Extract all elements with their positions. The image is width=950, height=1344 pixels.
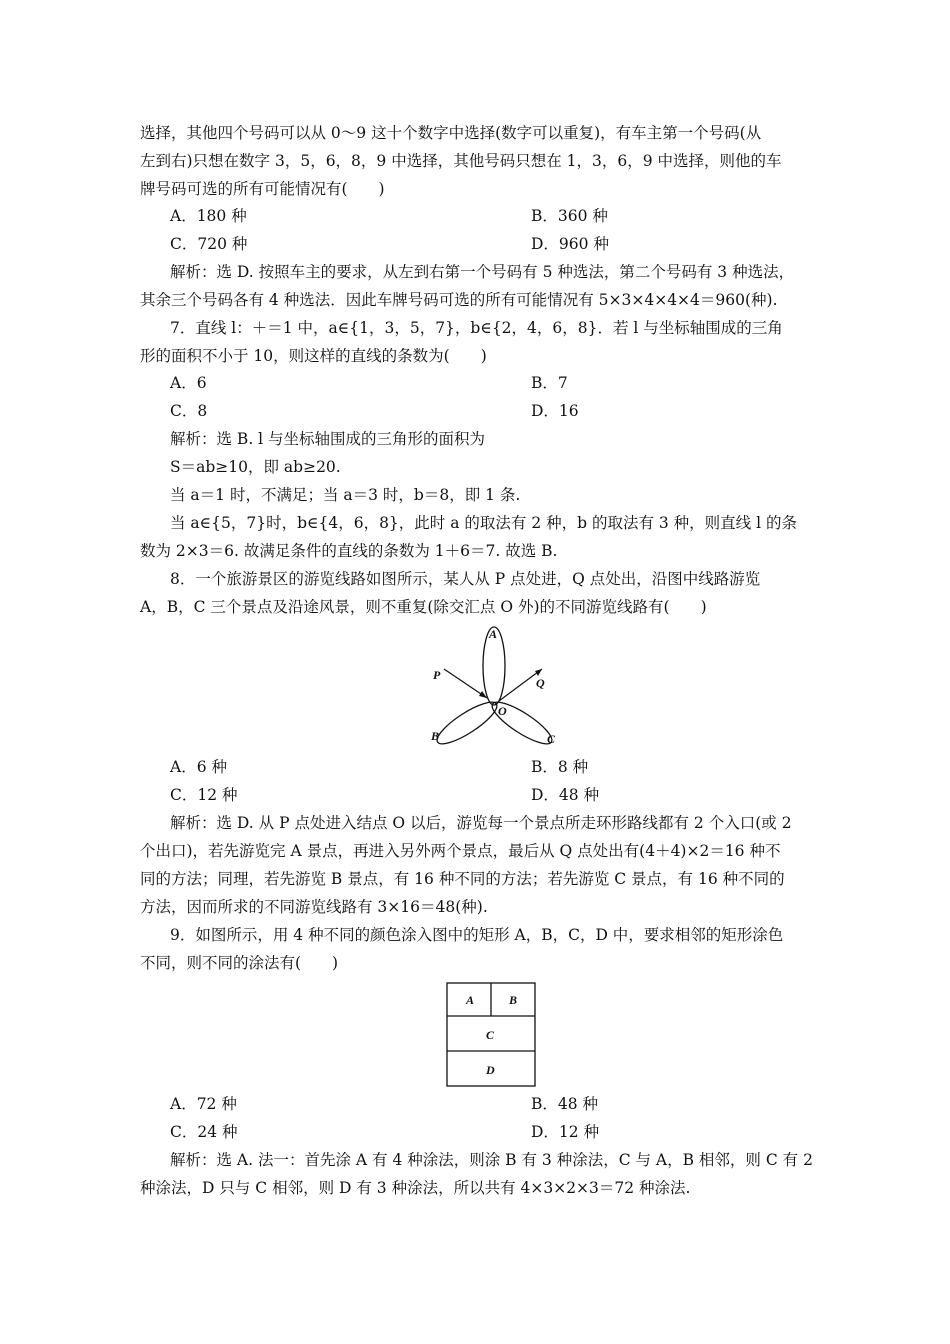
path-q-arrow bbox=[535, 669, 542, 676]
label-a: A bbox=[489, 627, 498, 641]
q9-option-d: D．12 种 bbox=[531, 1123, 600, 1141]
q9-stem-line-1: 9．如图所示，用 4 种不同的颜色涂入图中的矩形 A，B，C，D 中，要求相邻的矩形涂色 bbox=[170, 926, 784, 944]
q8-solution-line-2: 个出口)，若先游览完 A 景点，再进入另外两个景点，最后从 Q 点处出有(4＋4)×2＝16 种不 bbox=[140, 842, 781, 860]
q7-stem-line-1: 7．直线 l：＋＝1 中，a∈{1，3，5，7}，b∈{2，4，6，8}．若 l 与坐标轴围成的三角 bbox=[170, 319, 783, 337]
q6-stem-line-2: 左到右)只想在数字 3，5，6，8，9 中选择，其他号码只想在 1，3，6，9 中选择，则他的车 bbox=[140, 152, 782, 170]
tour-route-figure bbox=[425, 622, 565, 752]
q9-option-a: A．72 种 bbox=[170, 1095, 237, 1113]
q9-option-c: C．24 种 bbox=[170, 1123, 238, 1141]
q8-solution-line-4: 方法，因而所求的不同游览线路有 3×16＝48(种). bbox=[140, 898, 488, 916]
q8-option-d: D．48 种 bbox=[531, 786, 600, 804]
q7-option-b: B．7 bbox=[531, 374, 568, 392]
label-c: C bbox=[547, 732, 556, 746]
q9-solution-line-1: 解析：选 A. 法一：首先涂 A 有 4 种涂法，则涂 B 有 3 种涂法，C 与 A，B 相邻，则 C 有 2 bbox=[170, 1151, 813, 1169]
q8-option-a: A．6 种 bbox=[170, 758, 227, 776]
cell-label-d: D bbox=[486, 1063, 495, 1077]
q8-option-b: B．8 种 bbox=[531, 758, 589, 776]
q9-stem-line-2: 不同，则不同的涂法有( ) bbox=[140, 954, 339, 972]
label-p: P bbox=[433, 668, 441, 682]
q6-stem-line-3: 牌号码可选的所有可能情况有( ) bbox=[140, 180, 385, 198]
q7-option-d: D．16 bbox=[531, 402, 579, 420]
cell-label-a: A bbox=[466, 993, 475, 1007]
q7-solution-line-1: 解析：选 B. l 与坐标轴围成的三角形的面积为 bbox=[170, 430, 486, 448]
label-o: O bbox=[498, 704, 507, 718]
q6-stem-line-1: 选择，其他四个号码可以从 0～9 这十个数字中选择(数字可以重复)，有车主第一个号码(从 bbox=[140, 124, 762, 142]
q6-solution-line-2: 其余三个号码各有 4 种选法．因此车牌号码可选的所有可能情况有 5×3×4×4×4＝960(种). bbox=[140, 291, 778, 309]
q8-stem-line-1: 8．一个旅游景区的游览线路如图所示，某人从 P 点处进，Q 点处出，沿图中线路游览 bbox=[170, 570, 761, 588]
q9-solution-line-2: 种涂法，D 只与 C 相邻，则 D 有 3 种涂法，所以共有 4×3×2×3＝72 种涂法. bbox=[140, 1179, 691, 1197]
q6-option-d: D．960 种 bbox=[531, 235, 609, 253]
q6-option-a: A．180 种 bbox=[170, 207, 247, 225]
cell-label-b: B bbox=[509, 993, 518, 1007]
q8-solution-line-3: 同的方法；同理，若先游览 B 景点，有 16 种不同的方法；若先游览 C 景点，有 16 种不同的 bbox=[140, 870, 785, 888]
q7-solution-line-2: S＝ab≥10，即 ab≥20. bbox=[170, 458, 341, 476]
q7-solution-line-5: 数为 2×3＝6. 故满足条件的直线的条数为 1＋6＝7. 故选 B. bbox=[140, 542, 558, 560]
q7-solution-line-4: 当 a∈{5，7}时，b∈{4，6，8}，此时 a 的取法有 2 种，b 的取法有 3 种，则直线 l 的条 bbox=[170, 514, 797, 532]
cell-label-c: C bbox=[486, 1028, 495, 1042]
q9-option-b: B．48 种 bbox=[531, 1095, 599, 1113]
q7-solution-line-3: 当 a＝1 时，不满足；当 a＝3 时，b＝8，即 1 条. bbox=[170, 486, 521, 504]
q7-stem-line-2: 形的面积不小于 10，则这样的直线的条数为( ) bbox=[140, 347, 487, 365]
q6-option-c: C．720 种 bbox=[170, 235, 248, 253]
label-q: Q bbox=[536, 676, 545, 690]
q6-option-b: B．360 种 bbox=[531, 207, 608, 225]
rectangle-coloring-figure bbox=[446, 982, 538, 1088]
q8-stem-line-2: A，B，C 三个景点及沿途风景，则不重复(除交汇点 O 外)的不同游览线路有( ) bbox=[140, 598, 707, 616]
q6-solution-line-1: 解析：选 D. 按照车主的要求，从左到右第一个号码有 5 种选法，第二个号码有 3 种选法， bbox=[170, 263, 795, 281]
q7-option-a: A．6 bbox=[170, 374, 207, 392]
q8-solution-line-1: 解析：选 D. 从 P 点处进入结点 O 以后，游览每一个景点所走环形路线都有 2 个入口(或 2 bbox=[170, 814, 792, 832]
label-b: B bbox=[431, 729, 440, 743]
q8-option-c: C．12 种 bbox=[170, 786, 238, 804]
q7-option-c: C．8 bbox=[170, 402, 208, 420]
